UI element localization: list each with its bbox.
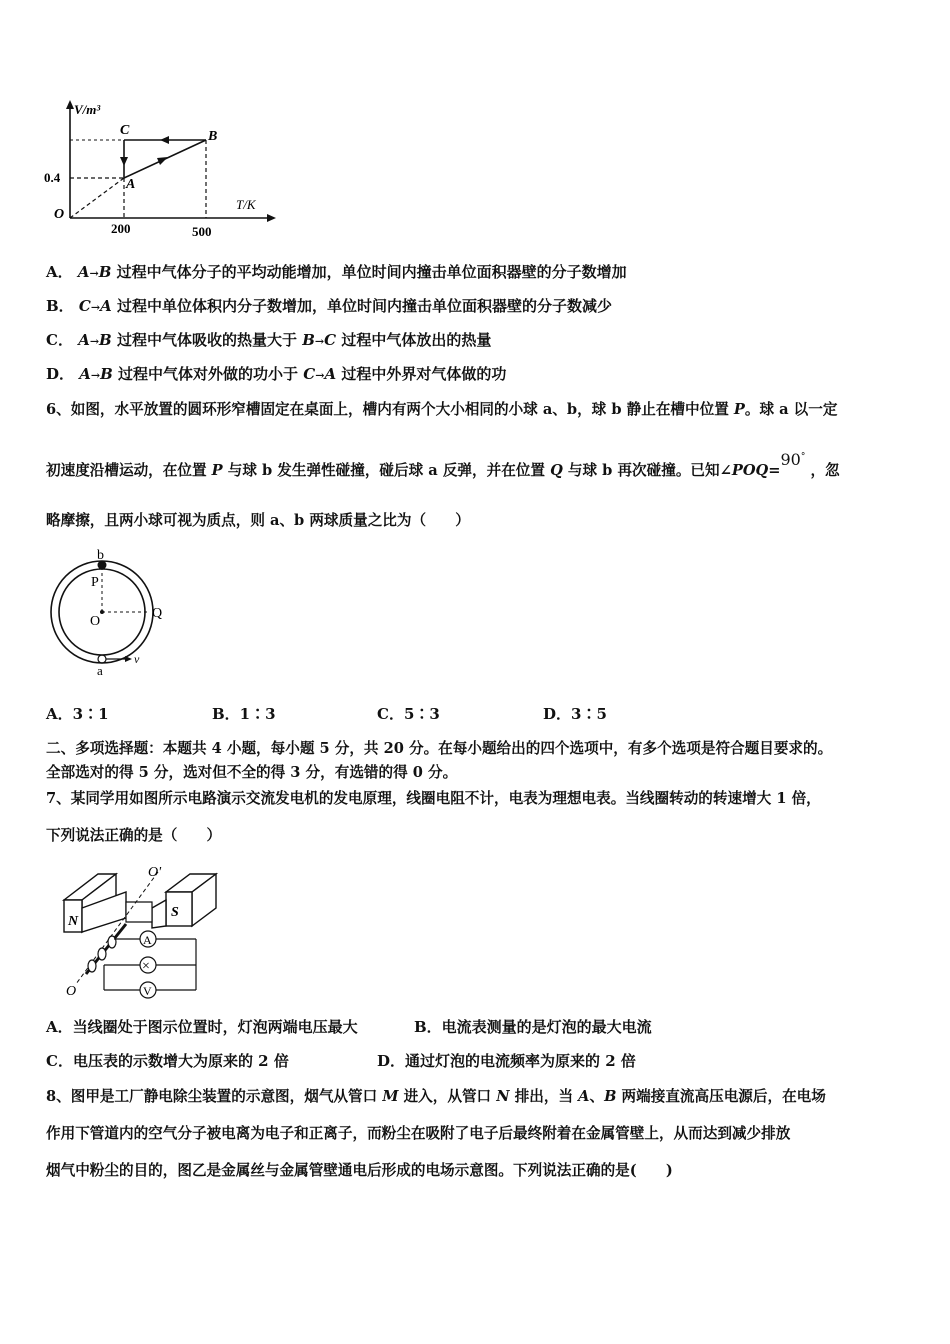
- q5-option-b[interactable]: B． C→A 过程中单位体积内分子数增加，单位时间内撞击单位面积器壁的分子数减少: [46, 297, 612, 315]
- q5-option-c[interactable]: C． A→B 过程中气体吸收的热量大于 B→C 过程中气体放出的热量: [46, 331, 492, 349]
- v-axis-label: V/m³: [74, 102, 101, 117]
- t-axis-label: T/K: [236, 197, 256, 212]
- q8-stem-line2: 作用下管道内的空气分子被电离为电子和正离子，而粉尘在吸附了电子后最终附着在金属管壁上，从而达到减少排放: [46, 1125, 791, 1142]
- q6-option-b[interactable]: B．1∶3: [212, 705, 276, 723]
- point-a-label: A: [126, 177, 136, 192]
- coil: [126, 902, 152, 922]
- label-o-prime: O': [148, 865, 162, 880]
- q7-option-c[interactable]: C．电压表的示数增大为原来的 2 倍: [46, 1052, 289, 1070]
- ac-generator-figure: [56, 862, 256, 997]
- x-tick-label-200: 200: [111, 221, 131, 236]
- q7-option-a[interactable]: A．当线圈处于图示位置时，灯泡两端电压最大: [46, 1018, 358, 1036]
- ball-a: [98, 655, 106, 663]
- label-s: S: [171, 905, 179, 920]
- section2-heading-line2: 全部选对的得 5 分，选对但不全的得 3 分，有选错的得 0 分。: [46, 764, 458, 781]
- voltmeter-label: V: [143, 984, 152, 998]
- label-n: N: [68, 914, 79, 929]
- q8-stem-line3: 烟气中粉尘的目的，图乙是金属丝与金属管壁通电后形成的电场示意图。下列说法正确的是( ): [46, 1162, 673, 1179]
- q6-stem-line2: 初速度沿槽运动，在位置 P 与球 b 发生弹性碰撞，碰后球 a 反弹，并在位置 Q 与球 b 再次碰撞。已知∠POQ=90° ，忽: [46, 450, 840, 479]
- velocity-arrowhead: [125, 656, 132, 662]
- t-axis-arrow: [267, 214, 276, 222]
- point-b-label: B: [208, 129, 218, 144]
- ammeter-label: A: [143, 933, 152, 947]
- slip-ring-3: [88, 960, 96, 972]
- arrow-ab: [157, 157, 168, 165]
- q5-option-a[interactable]: A． A→B 过程中气体分子的平均动能增加，单位时间内撞击单位面积器壁的分子数增加: [46, 263, 627, 281]
- label-q: Q: [152, 606, 163, 621]
- label-o: O: [90, 614, 101, 629]
- dash-origin-a: [70, 178, 124, 218]
- label-o-bottom: O: [66, 984, 77, 999]
- ring-groove-figure: [40, 548, 180, 678]
- q5-option-d[interactable]: D． A→B 过程中气体对外做的功小于 C→A 过程中外界对气体做的功: [46, 365, 507, 383]
- q7-stem-line2: 下列说法正确的是（ ）: [46, 827, 222, 844]
- q7-option-d[interactable]: D．通过灯泡的电流频率为原来的 2 倍: [377, 1052, 636, 1070]
- label-a: a: [97, 663, 103, 678]
- q7-option-b[interactable]: B．电流表测量的是灯泡的最大电流: [414, 1018, 652, 1036]
- q6-option-d[interactable]: D．3∶5: [543, 705, 607, 723]
- center-dot: [100, 610, 104, 614]
- slip-ring-1: [108, 936, 116, 948]
- q6-option-a[interactable]: A．3∶1: [46, 705, 109, 723]
- angle-value: 90°: [780, 450, 806, 469]
- y-tick-label: 0.4: [44, 170, 61, 185]
- bulb-label: ×: [142, 959, 150, 974]
- magnet-s-pole: [152, 900, 166, 928]
- x-tick-label-500: 500: [192, 224, 212, 239]
- arrow-bc: [160, 136, 169, 144]
- q8-stem-line1: 8、图甲是工厂静电除尘装置的示意图，烟气从管口 M 进入，从管口 N 排出，当 A、B 两端接直流高压电源后，在电场: [46, 1088, 826, 1105]
- q6-stem-line1: 6、如图，水平放置的圆环形窄槽固定在桌面上，槽内有两个大小相同的小球 a、b，球 b 静止在槽中位置 P。球 a 以一定: [46, 401, 838, 418]
- label-p: P: [91, 575, 99, 590]
- label-b: b: [97, 548, 104, 563]
- slip-ring-2: [98, 948, 106, 960]
- magnet-s-front: [166, 892, 192, 926]
- q7-stem-line1: 7、某同学用如图所示电路演示交流发电机的发电原理，线圈电阻不计，电表为理想电表。当线圈转动的转速增大 1 倍，: [46, 790, 821, 807]
- origin-label: O: [54, 207, 65, 222]
- section2-heading-line1: 二、多项选择题：本题共 4 小题，每小题 5 分，共 20 分。在每小题给出的四个选项中，有多个选项是符合题目要求的。: [46, 740, 833, 757]
- vt-graph: [40, 96, 280, 239]
- q6-stem-line3: 略摩擦，且两小球可视为质点，则 a、b 两球质量之比为（ ）: [46, 512, 470, 529]
- point-c-label: C: [120, 123, 130, 138]
- v-axis-arrow: [66, 100, 74, 109]
- q6-option-c[interactable]: C．5∶3: [377, 705, 440, 723]
- label-v: v: [134, 652, 140, 666]
- arrow-ca: [120, 157, 128, 166]
